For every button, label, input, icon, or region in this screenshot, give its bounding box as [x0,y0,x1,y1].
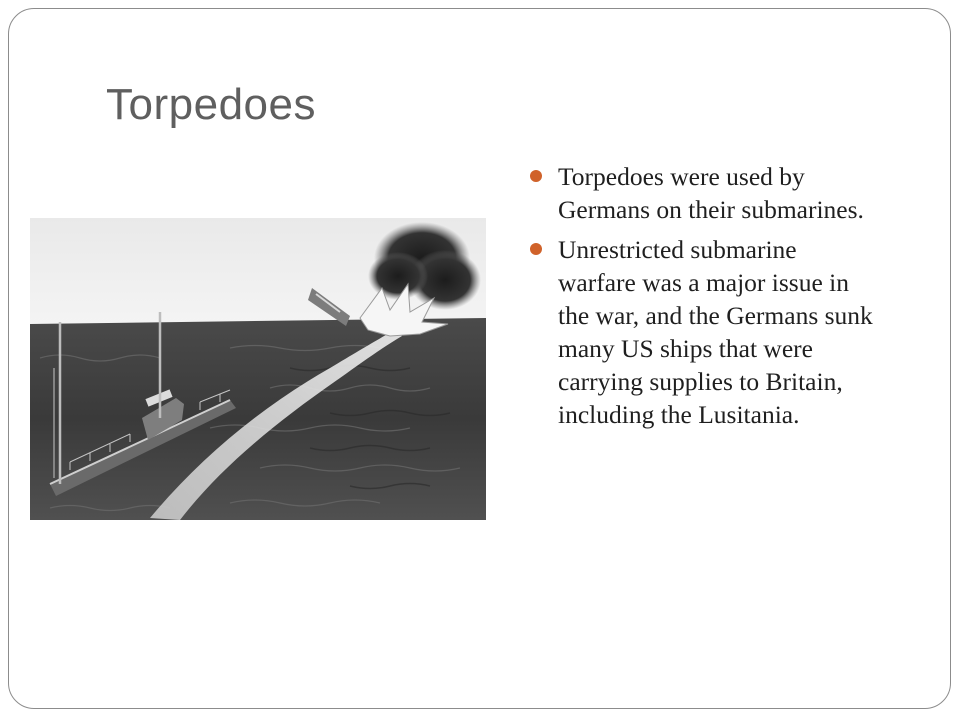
bullet-list [528,160,878,438]
bullet-marker-icon [530,170,542,182]
bullet-marker-icon [530,243,542,255]
slide-title: Torpedoes [106,80,316,129]
bullet-item [528,233,878,431]
bullet-text: Torpedoes were used by Germans on their submarines. [558,162,864,224]
bullet-item [528,160,878,226]
bullet-text: Unrestricted submarine warfare was a major issue in the war, and the Germans sunk many US ships that were carrying supplies to Britain, including the Lusitania. [558,235,873,429]
submarine-torpedo-illustration [30,218,486,520]
